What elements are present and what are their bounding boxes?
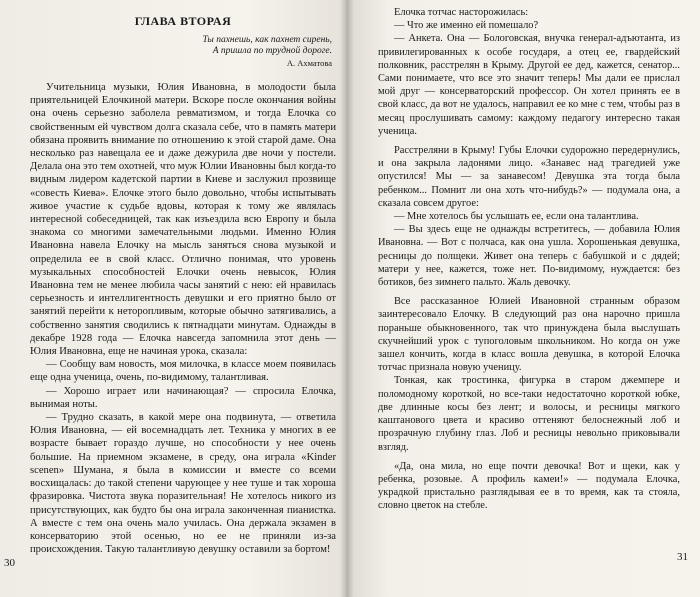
left-page-text [30,81,336,556]
left-page [0,0,346,597]
page-number-left: 30 [4,557,15,569]
paragraph: Тонкая, как тростинка, фигурка в старом джемпере и поломодному короткой, но все-таки недостаточно короткой юбке, две длинные косы без лент; и волосы, и ресницы мягкого каштанового цвета и красиво оттеняют белоснежный лоб и прозрачную глубину глаз. Лоб и ресницы невольно приковывали взгляд. [378,375,680,453]
paragraph: — Анкета. Она — Бологовская, внучка генерал-адъютанта, из привилегированных к особе государя, а отец ее, гвардейский полковник, расстрелян в Крыму. Другой ее дед, кажется, сенатор... Сами понимаете, что все это значит теперь! Мы дали ее прислал мой друг — консерваторский профессор. Он хотел принять ее в свой класс, да вот не удалось, направил ее ко мне с тем, чтобы раз в месяц прослушивать самому: каждому педагогу интересно такая ученица. [378,33,680,137]
epigraph [30,35,332,69]
right-page [346,0,700,597]
epigraph-line: Ты пахнешь, как пахнет сирень, [202,35,332,45]
paragraph: Все рассказанное Юлией Ивановной странным образом заинтересовало Елочку. В следующий раз она нарочно пришла пораньше обыкновенного, так что принуждена была выслушать скучнейший урок с тупоголовым школьником. Но когда он уже зашел кончить, когда в класс вошла девушка, в которой Елочка тотчас признала новую ученицу. [378,296,680,374]
paragraph: — Что же именно ей помешало? [394,20,539,32]
paragraph: «Да, она мила, но еще почти девочка! Вот и щеки, как у ребенка, розовые. А профиль камеи!» — подумала Елочка, украдкой пристально разглядывая ее в то время, как та стояла, словно цветок на стебле. [378,460,680,512]
chapter-title: ГЛАВА ВТОРАЯ [134,14,232,28]
paragraph: Учительница музыки, Юлия Ивановна, в молодости была приятельницей Елочкиной матери. Вскоре после окончания войны она очень серьезно заболела ревматизмом, и тогда Елочка со свойственным ей чувством долга сказала себе, что в память матери обязана проявить внимание по отношению к этой старой даме. Она несколько раз навещала ее и даже дежурила две ночи у постели. Делала она это тем охотней, что муж Юлии Ивановны был когда-то видным лидером кадетской партии в Киеве и заслужил прозвище «совесть Киева». Елочке этого было довольно, чтобы испытывать живое участие к судьбе вдовы, которая к тому же являлась интересной собеседницей, так как изъездила всю Европу и была знакома со многими замечательными людьми. Именно Юлия Ивановна навела Елочку на мысль заняться снова музыкой и определила ее в свой класс. Отлично понимая, что уровень музыкальных способностей Елочки очень невысок, Юлия Ивановна тем не менее любила часы занятий с нею: ей нравилась серьезность и интеллигентность девушки и его приятно было от занятий перейти к неторопливым, которые обычно затягивались, а собственно занятия сводились к пятнадцати минутам. Однажды в декабре 1928 года — Елочка навсегда запомнила этот день — Юлия Ивановна, еще не начиная урока, сказала: [30,82,336,358]
paragraph: — Сообщу вам новость, моя милочка, в классе моем появилась еще одна ученица, очень, по-видимому, талантливая. [30,359,336,384]
paragraph: — Вы здесь еще не однажды встретитесь, — добавила Юлия Ивановна. — Вот с полчаса, как она ушла. Хорошенькая девушка, ресницы до полщеки. Живет она теперь с бабушкой и с дядей; матери у нее, кажется, тоже нет. По-видимому, нуждается: без ботиков, без зимнего пальто. Жаль девочку. [378,224,680,289]
paragraph: Расстреляни в Крыму! Губы Елочки судорожно передернулись, и она закрыла ладонями лицо. «Занавес над трагедией уже опустился! Мы — за занавесом! Девушка эта тогда была ребенком... Помнит ли она хоть что-нибудь?» — подумала она, а сказала совсем другое: [378,145,680,209]
paragraph: — Мне хотелось бы услышать ее, если она талантлива. [394,211,639,223]
epigraph-line: А пришла по трудной дороге. [212,46,332,56]
paragraph: — Хорошо играет или начинающая? — спросила Елочка, вынимая ноты. [30,385,336,410]
epigraph-author: А. Ахматова [286,58,332,68]
paragraph: Елочка тотчас насторожилась: [394,7,529,18]
book-gutter [340,0,354,597]
right-page-text [378,6,680,513]
page-number-right: 31 [677,551,688,563]
paragraph: — Трудно сказать, в какой мере она подвинута, — ответила Юлия Ивановна, — ей восемнадцать лет. Техника у многих в ее возрасте бывает гораздо лучше, но способности у нее очень большие. На приемном экзамене, в среду, она играла «Kinder scenen» Шумана, я была в комиссии и вместе со всеми восхищалась: до такой степени чарующее у нее туше и так хороша фразировка. Чистота звука поразительная! Не хотелось никого из присутствующих, как будто бы она играла законченная пианистка. А вместе с тем она очень мало училась. Она держала экзамен в консерваторию этой осенью, но ее не приняли из-за происхождения. Такую талантливую девушку оставили за бортом! [30,412,336,556]
